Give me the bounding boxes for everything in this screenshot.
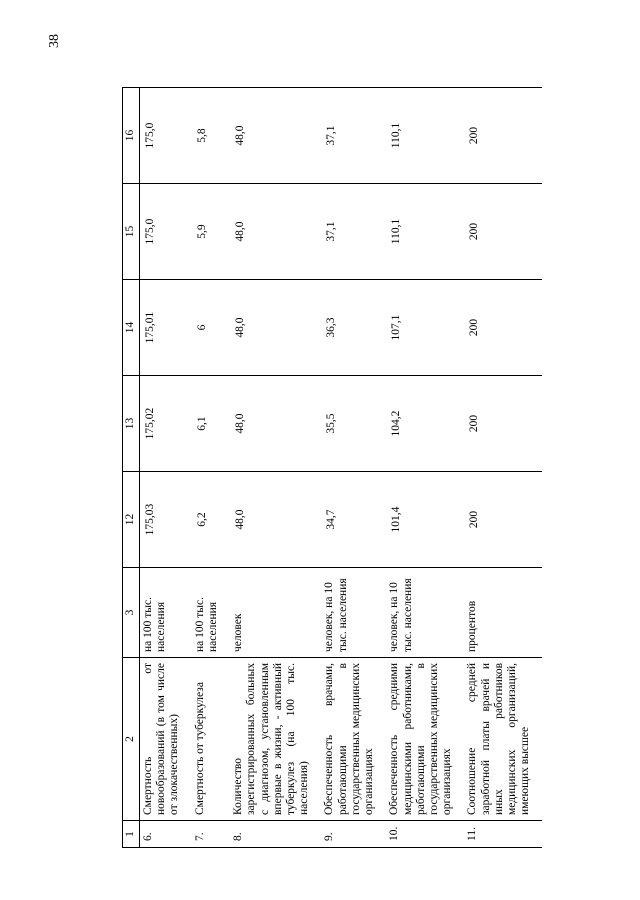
value-cell: 175,0 bbox=[140, 184, 192, 280]
table-row bbox=[321, 88, 386, 848]
value-cell: 200 bbox=[464, 472, 542, 568]
unit: человек, на 10 тыс. населения bbox=[321, 568, 386, 658]
indicator-name: Обеспеченность средними медицинскими работниками, работающими в государственных медицинских организациях bbox=[386, 658, 464, 821]
header-cell: 15 bbox=[123, 184, 140, 280]
value-cell: 200 bbox=[464, 88, 542, 184]
value-cell: 48,0 bbox=[230, 184, 321, 280]
value-cell: 101,4 bbox=[386, 472, 464, 568]
header-cell: 16 bbox=[123, 88, 140, 184]
row-number: 11. bbox=[464, 821, 542, 848]
indicator-name: Количество зарегистрированных больных с диагнозом, установленным впервые в жизни, - активный туберкулез (на 100 тыс. населения) bbox=[230, 658, 321, 821]
table-row bbox=[386, 88, 464, 848]
row-number: 9. bbox=[321, 821, 386, 848]
row-number: 7. bbox=[192, 821, 230, 848]
unit: человек bbox=[230, 568, 321, 658]
indicator-name: Обеспеченность врачами, работающими в государственных медицинских организациях bbox=[321, 658, 386, 821]
value-cell: 6,1 bbox=[192, 376, 230, 472]
value-cell: 48,0 bbox=[230, 376, 321, 472]
header-cell: 1 bbox=[123, 821, 140, 848]
table-row bbox=[140, 88, 192, 848]
value-cell: 48,0 bbox=[230, 88, 321, 184]
value-cell: 175,01 bbox=[140, 280, 192, 376]
value-cell: 6 bbox=[192, 280, 230, 376]
value-cell: 48,0 bbox=[230, 280, 321, 376]
value-cell: 110,1 bbox=[386, 88, 464, 184]
indicator-name: Смертность от туберкулеза bbox=[192, 658, 230, 821]
header-cell: 13 bbox=[123, 376, 140, 472]
unit: процентов bbox=[464, 568, 542, 658]
value-cell: 175,02 bbox=[140, 376, 192, 472]
value-cell: 175,03 bbox=[140, 472, 192, 568]
header-cell: 2 bbox=[123, 658, 140, 821]
indicators-table bbox=[122, 87, 542, 848]
value-cell: 200 bbox=[464, 376, 542, 472]
value-cell: 48,0 bbox=[230, 472, 321, 568]
indicator-name: Смертность от новообразований (в том числе от злокачественных) bbox=[140, 658, 192, 821]
table-row bbox=[230, 88, 321, 848]
table-row bbox=[464, 88, 542, 848]
header-cell: 12 bbox=[123, 472, 140, 568]
value-cell: 200 bbox=[464, 280, 542, 376]
row-number: 6. bbox=[140, 821, 192, 848]
page-number: 38 bbox=[47, 34, 62, 48]
value-cell: 175,0 bbox=[140, 88, 192, 184]
indicator-name: Соотношение средней заработной платы врачей и иных работников медицинских организаций, имеющих высшее bbox=[464, 658, 542, 821]
value-cell: 107,1 bbox=[386, 280, 464, 376]
value-cell: 200 bbox=[464, 184, 542, 280]
value-cell: 5,8 bbox=[192, 88, 230, 184]
value-cell: 6,2 bbox=[192, 472, 230, 568]
value-cell: 110,1 bbox=[386, 184, 464, 280]
header-cell: 14 bbox=[123, 280, 140, 376]
value-cell: 5,9 bbox=[192, 184, 230, 280]
header-cell: 3 bbox=[123, 568, 140, 658]
value-cell: 34,7 bbox=[321, 472, 386, 568]
rotated-table-wrapper bbox=[122, 88, 590, 848]
table-header-row bbox=[123, 88, 140, 848]
value-cell: 35,5 bbox=[321, 376, 386, 472]
unit: на 100 тыс. населения bbox=[192, 568, 230, 658]
value-cell: 36,3 bbox=[321, 280, 386, 376]
table-row bbox=[192, 88, 230, 848]
row-number: 8. bbox=[230, 821, 321, 848]
unit: человек, на 10 тыс. населения bbox=[386, 568, 464, 658]
unit: на 100 тыс. населения bbox=[140, 568, 192, 658]
row-number: 10. bbox=[386, 821, 464, 848]
value-cell: 37,1 bbox=[321, 88, 386, 184]
value-cell: 104,2 bbox=[386, 376, 464, 472]
value-cell: 37,1 bbox=[321, 184, 386, 280]
